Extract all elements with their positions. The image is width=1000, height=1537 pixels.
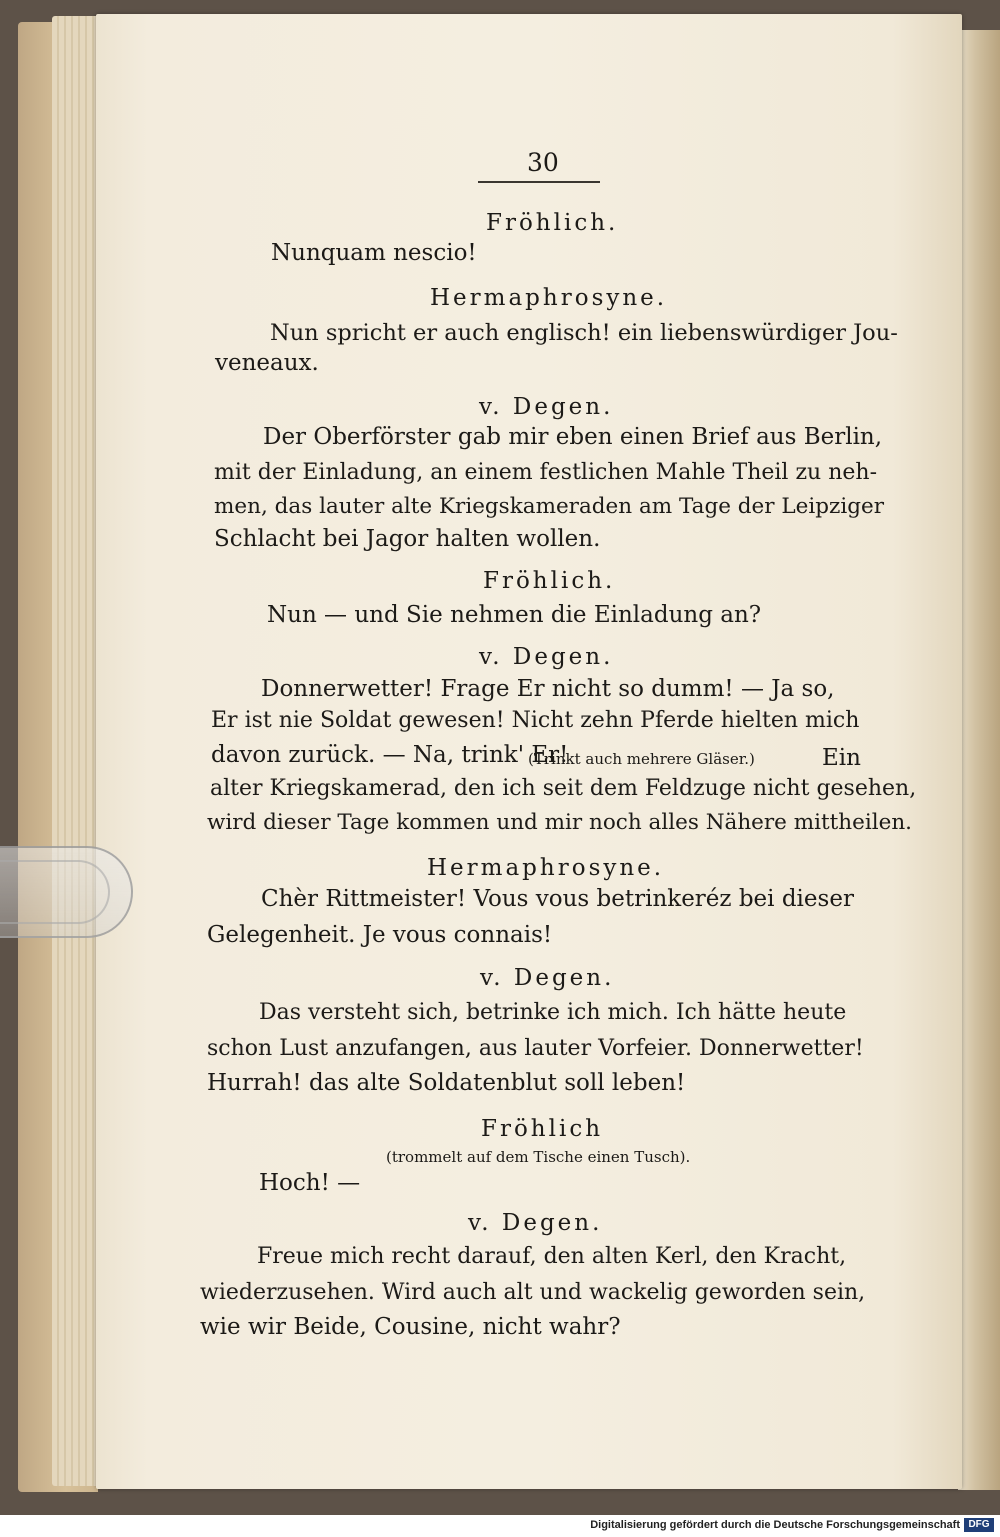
text-line: Nun spricht er auch englisch! ein liebenswürdiger Jou-	[270, 320, 898, 346]
text-line: Das versteht sich, betrinke ich mich. Ich hätte heute	[259, 1000, 847, 1025]
text-line: Hoch! —	[259, 1170, 361, 1196]
text-line: Gelegenheit. Je vous connais!	[207, 922, 553, 948]
speaker-v-degen: v. Degen.	[468, 1210, 603, 1236]
speaker-frohlich: Fröhlich.	[483, 568, 616, 594]
footer-bar	[0, 1515, 1000, 1537]
text-line: wird dieser Tage kommen und mir noch alles Nähere mittheilen.	[207, 810, 912, 835]
funding-credit: Digitalisierung gefördert durch die Deutsche Forschungsgemeinschaft	[590, 1519, 960, 1531]
speaker-hermaphrosyne: Hermaphrosyne.	[430, 285, 668, 311]
speaker-frohlich: Fröhlich	[481, 1116, 604, 1142]
speaker-hermaphrosyne: Hermaphrosyne.	[427, 855, 665, 881]
text-line: Schlacht bei Jagor halten wollen.	[214, 526, 601, 552]
speaker-v-degen: v. Degen.	[480, 965, 615, 991]
text-line: Hurrah! das alte Soldatenblut soll leben!	[207, 1070, 686, 1096]
text-line: Ein	[822, 745, 861, 771]
stage-direction: (Trinkt auch mehrere Gläser.)	[528, 750, 755, 768]
speaker-frohlich: Fröhlich.	[486, 210, 619, 236]
text-line: mit der Einladung, an einem festlichen Mahle Theil zu neh-	[214, 460, 877, 485]
text-line: Nun — und Sie nehmen die Einladung an?	[267, 602, 762, 628]
text-line: men, das lauter alte Kriegskameraden am Tage der Leipziger	[214, 494, 884, 519]
text-line: wie wir Beide, Cousine, nicht wahr?	[200, 1314, 621, 1340]
page-number: 30	[527, 148, 559, 177]
text-line: Nunquam nescio!	[271, 240, 477, 266]
text-line: Freue mich recht darauf, den alten Kerl, den Kracht,	[257, 1244, 847, 1269]
bookmark-clip	[0, 846, 133, 938]
text-line: Donnerwetter! Frage Er nicht so dumm! — Ja so,	[261, 676, 835, 702]
dfg-logo-icon: DFG	[964, 1518, 994, 1532]
text-line: Chèr Rittmeister! Vous vous betrinkeréz bei dieser	[261, 886, 854, 912]
text-line: alter Kriegskamerad, den ich seit dem Feldzuge nicht gesehen,	[210, 776, 917, 801]
text-line: wiederzusehen. Wird auch alt und wackelig geworden sein,	[200, 1280, 866, 1305]
text-line: Der Oberförster gab mir eben einen Brief aus Berlin,	[263, 424, 883, 450]
bookmark-clip-inner	[0, 860, 110, 924]
text-line: schon Lust anzufangen, aus lauter Vorfeier. Donnerwetter!	[207, 1036, 864, 1061]
text-line: Er ist nie Soldat gewesen! Nicht zehn Pferde hielten mich	[211, 708, 860, 733]
text-line: veneaux.	[215, 350, 319, 376]
stage-direction: (trommelt auf dem Tische einen Tusch).	[386, 1148, 691, 1166]
speaker-v-degen: v. Degen.	[479, 644, 614, 670]
speaker-v-degen: v. Degen.	[479, 394, 614, 420]
text-line: davon zurück. — Na, trink' Er!	[211, 742, 569, 768]
right-page-edge	[958, 30, 1000, 1490]
page-number-rule	[478, 181, 600, 183]
